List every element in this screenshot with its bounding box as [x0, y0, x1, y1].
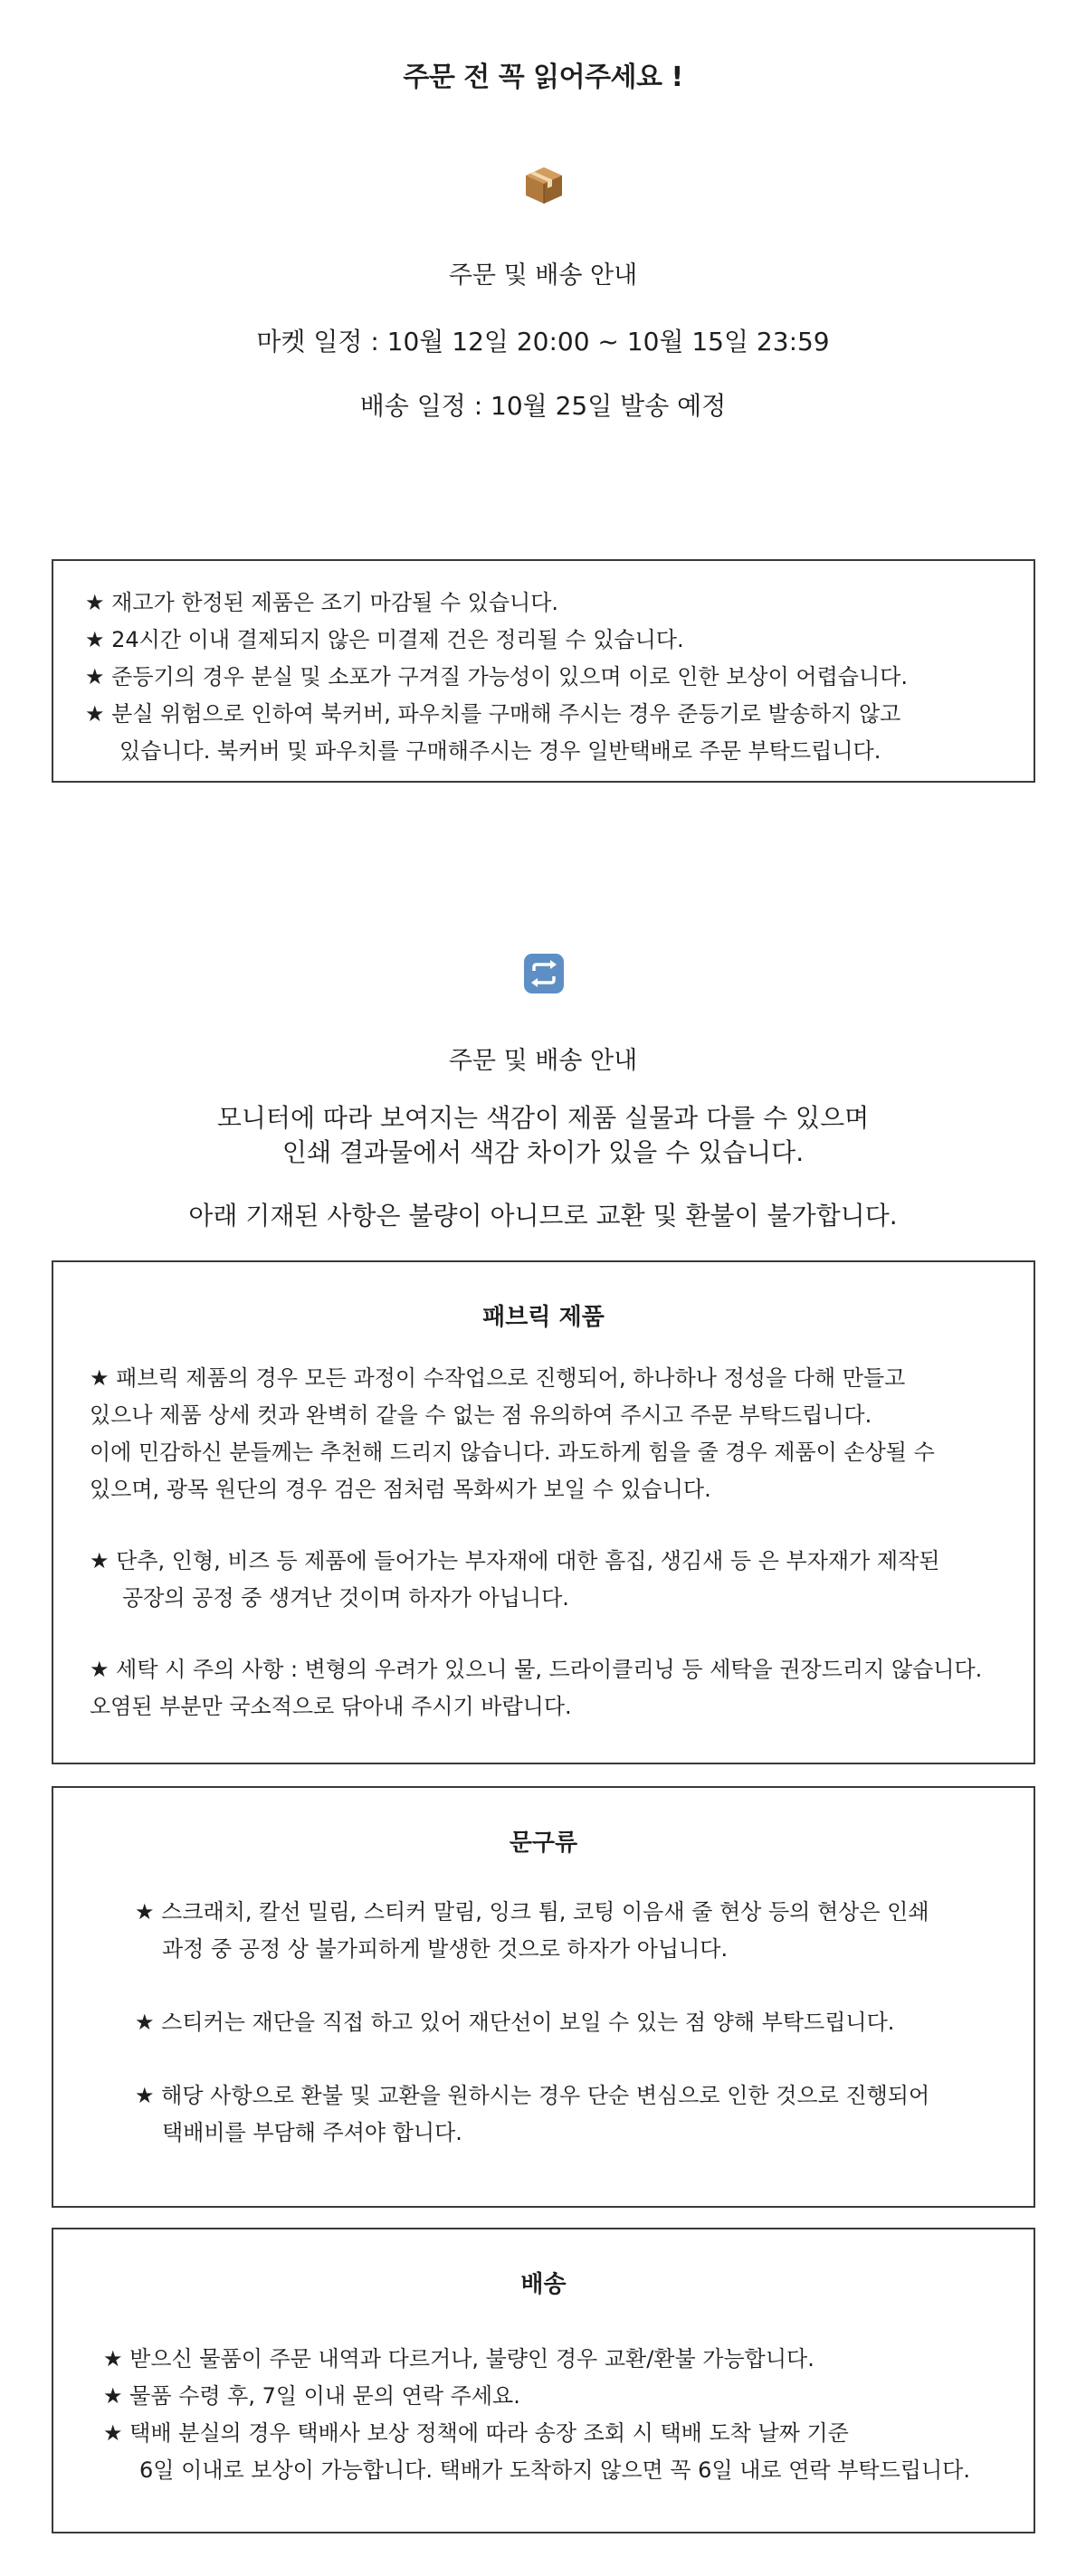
fabric-line: 있으나 제품 상세 컷과 완벽히 같을 수 없는 점 유의하여 주시고 주문 부탁드립니다.	[90, 1402, 872, 1428]
fabric-line: ★ 단추, 인형, 비즈 등 제품에 들어가는 부자재에 대한 흠집, 생김새 등 은 부자재가 제작된	[90, 1548, 940, 1573]
delivery-box	[52, 2228, 1035, 2533]
notice-line: ★ 24시간 이내 결제되지 않은 미결제 건은 정리될 수 있습니다.	[85, 627, 684, 652]
page-title: 주문 전 꼭 읽어주세요 !	[403, 62, 683, 93]
notice-line: 있습니다. 북커버 및 파우치를 구매해주시는 경우 일반택배로 주문 부탁드립니다.	[119, 738, 881, 764]
stationery-box	[52, 1786, 1035, 2208]
fabric-line: 이에 민감하신 분들께는 추천해 드리지 않습니다. 과도하게 힘을 줄 경우 제품이 손상될 수	[90, 1440, 935, 1465]
fabric-line: 오염된 부분만 국소적으로 닦아내 주시기 바랍니다.	[90, 1694, 572, 1719]
stationery-line: 택배비를 부담해 주셔야 합니다.	[162, 2120, 462, 2145]
shipping-schedule: 배송 일정 : 10월 25일 발송 예정	[359, 391, 727, 421]
stationery-line: 과정 중 공정 상 불가피하게 발생한 것으로 하자가 아닙니다.	[162, 1936, 729, 1962]
stationery-line: ★ 해당 사항으로 환불 및 교환을 원하시는 경우 단순 변심으로 인한 것으로 진행되어	[135, 2083, 930, 2108]
notice-box	[52, 559, 1035, 783]
intro-line: 모니터에 따라 보여지는 색감이 제품 실물과 다를 수 있으며	[216, 1103, 870, 1133]
fabric-line: ★ 패브릭 제품의 경우 모든 과정이 수작업으로 진행되어, 하나하나 정성을 다해 만들고	[90, 1365, 906, 1391]
delivery-line: ★ 택배 분실의 경우 택배사 보상 정책에 따라 송장 조회 시 택배 도착 날짜 기준	[103, 2420, 849, 2446]
market-schedule: 마켓 일정 : 10월 12일 20:00 ~ 10월 15일 23:59	[256, 327, 830, 356]
stationery-line: ★ 스크래치, 칼선 밀림, 스티커 말림, 잉크 튐, 코팅 이음새 줄 현상 등의 현상은 인쇄	[135, 1899, 929, 1925]
delivery-line: ★ 받으신 물품이 주문 내역과 다르거나, 불량인 경우 교환/환불 가능합니다.	[103, 2346, 814, 2372]
notice-line: ★ 분실 위험으로 인하여 북커버, 파우치를 구매해 주시는 경우 준등기로 발송하지 않고	[85, 701, 901, 727]
fabric-line: ★ 세탁 시 주의 사항 : 변형의 우려가 있으니 물, 드라이클리닝 등 세탁을 권장드리지 않습니다.	[90, 1657, 983, 1682]
package-icon	[523, 165, 565, 206]
notice-line: ★ 준등기의 경우 분실 및 소포가 구겨질 가능성이 있으며 이로 인한 보상이 어렵습니다.	[85, 664, 908, 689]
stationery-line: ★ 스티커는 재단을 직접 하고 있어 재단선이 보일 수 있는 점 양해 부탁드립니다.	[135, 2010, 895, 2035]
fabric-title: 패브릭 제품	[482, 1304, 605, 1331]
stationery-title: 문구류	[509, 1830, 578, 1857]
delivery-title: 배송	[520, 2271, 567, 2298]
intro-line: 인쇄 결과물에서 색감 차이가 있을 수 있습니다.	[281, 1137, 805, 1167]
fabric-line: 있으며, 광목 원단의 경우 검은 점처럼 목화씨가 보일 수 있습니다.	[90, 1477, 711, 1502]
no-refund-notice: 아래 기재된 사항은 불량이 아니므로 교환 및 환불이 불가합니다.	[188, 1201, 898, 1231]
fabric-line: 공장의 공정 중 생겨난 것이며 하자가 아닙니다.	[122, 1585, 569, 1611]
fabric-box	[52, 1260, 1035, 1764]
delivery-line: 6일 이내로 보상이 가능합니다. 택배가 도착하지 않으면 꼭 6일 내로 연락 부탁드립니다.	[139, 2457, 970, 2483]
section1-heading: 주문 및 배송 안내	[448, 261, 638, 290]
notice-line: ★ 재고가 한정된 제품은 조기 마감될 수 있습니다.	[85, 590, 559, 615]
section2-heading: 주문 및 배송 안내	[448, 1047, 638, 1075]
repeat-icon	[523, 953, 565, 994]
delivery-line: ★ 물품 수령 후, 7일 이내 문의 연락 주세요.	[103, 2383, 520, 2409]
